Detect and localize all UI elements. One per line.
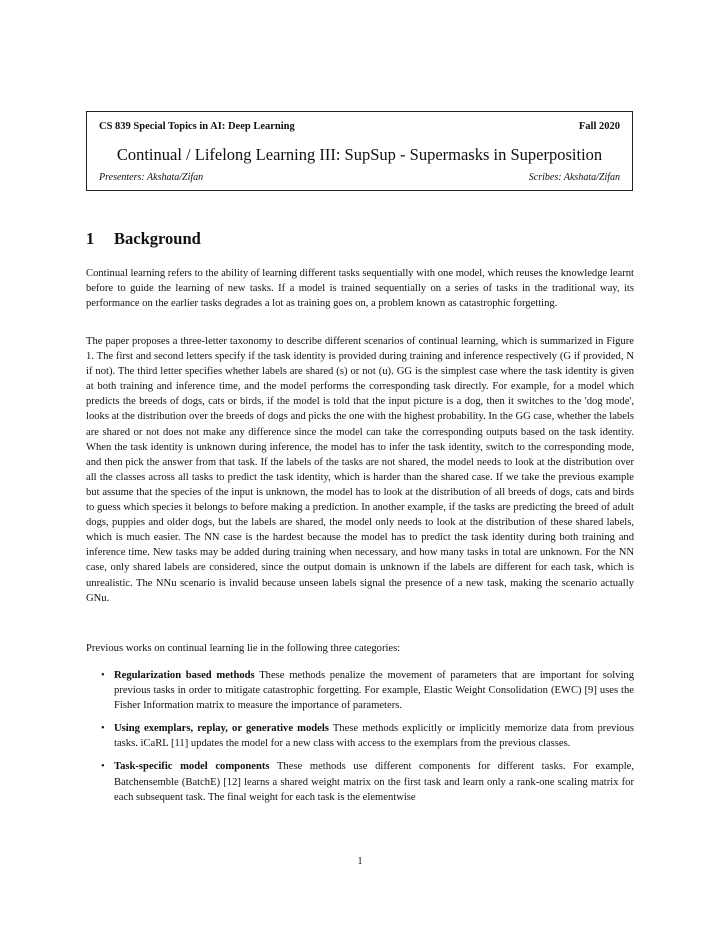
section-heading — [86, 229, 201, 249]
categories-list — [86, 668, 634, 813]
list-item — [86, 759, 634, 804]
list-item-text: These methods use different components for different tasks. For example, Batchensemble (BatchE) [12] learns a shared weight matrix on the first task and learn only a rank-one scaling matrix for each subsequent task. The final weight for each task is the elementwise — [114, 761, 634, 803]
lecture-header-box — [86, 111, 633, 191]
presenters: Presenters: Akshata/Zifan — [99, 172, 204, 183]
list-item-text: These methods explicitly or implicitly memorize data from previous tasks. iCaRL [11] updates the model for a new class with access to the exemplars from the previous classes. — [114, 723, 634, 750]
paragraph-taxonomy: The paper proposes a three-letter taxonomy to describe different scenarios of continual learning, which is summarized in Figure 1. The first and second letters specify if the task identity is provided during training and inference respectively (G if provided, N if not). The third letter specifies whether labels are shared (s) or not (u). GG is the simplest case where the task identity is given at both training and inference time, and the model performs the corresponding task directly. For example, for a model which predicts the breeds of dogs, cats or birds, if the model is told that the input picture is a dog, then it switches to the 'dog mode', looks at the distribution over the breeds of dogs and picks the one with the highest probability. In the GG case, whether the labels are shared or not does not make any difference since the model can take the corresponding outputs based on the task identity. When the task identity is unknown during inference, the model has to infer the task identity, switch to the corresponding mode, and then pick the answer from that task. If the labels of the tasks are not shared, the model needs to look at the distribution over all the classes across all tasks to predict the task identity, which is harder than the shared case. If we take the previous example but assume that the species of the input is unknown, the model has to look at the distribution of all breeds of dogs, cats and birds to guess which species it belongs to before making a prediction. In another example, if the tasks are predicting the breed of adult dogs, puppies and older dogs, but the labels are shared, the model only needs to look at the distribution of these shared labels, which is much easier. The NN case is the hardest because the model has to predict the task identity during both training and inference time. New tasks may be added during training when necessary, and how many tasks in total are unknown. For the NN case, only shared labels are considered, since the output domain is unknown if the labels are different for each task, which is unrealistic. The NNu scenario is invalid because unseen labels signal the presence of a new task, making the scenario actually GNu. — [86, 336, 634, 604]
page-number: 1 — [357, 856, 363, 867]
list-item-title: Regularization based methods — [114, 670, 255, 681]
list-item — [86, 668, 634, 713]
term: Fall 2020 — [578, 121, 620, 132]
lecture-title: Continual / Lifelong Learning III: SupSup - Supermasks in Superposition — [116, 145, 603, 164]
list-item-title: Task-specific model components — [114, 761, 270, 773]
bullet-icon: • — [101, 723, 105, 735]
list-item-text: These methods penalize the movement of parameters that are important for solving previous tasks in order to mitigate catastrophic forgetting. For example, Elastic Weight Consolidation (EWC) [9] uses the Fisher Information matrix to measure the importance of parameters. — [114, 670, 634, 712]
section-number: 1 — [86, 229, 95, 248]
paragraph-previous-works: Previous works on continual learning lie in the following three categories: — [86, 643, 401, 654]
list-item-title: Using exemplars, replay, or generative models — [114, 723, 329, 735]
bullet-icon: • — [101, 761, 105, 773]
list-item — [86, 721, 634, 751]
paragraph-intro: Continual learning refers to the ability of learning different tasks sequentially with one model, which reuses the knowledge learnt before to guide the learning of new tasks. If a model is trained sequentially on a series of tasks in the traditional way, its performance on the earlier tasks degrades a lot as training goes on, a problem known as catastrophic forgetting. — [86, 268, 634, 310]
course-name: CS 839 Special Topics in AI: Deep Learning — [99, 121, 295, 132]
bullet-icon: • — [101, 670, 105, 681]
scribes: Scribes: Akshata/Zifan — [528, 172, 620, 183]
section-title: Background — [114, 229, 201, 248]
